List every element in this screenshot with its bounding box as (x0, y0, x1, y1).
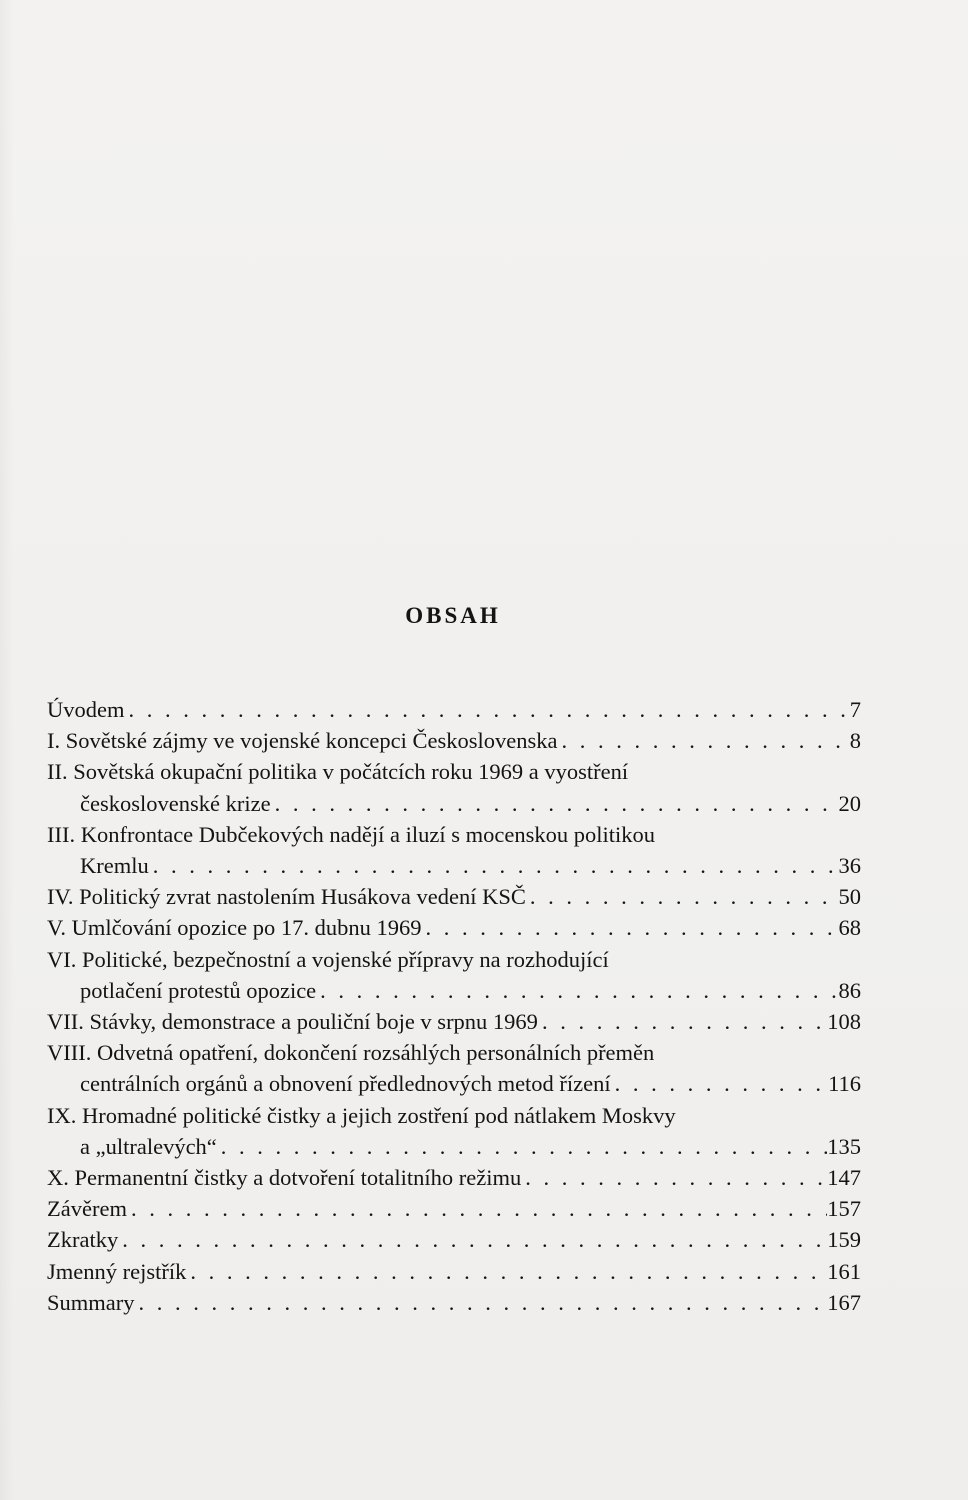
toc-entry-title: VI. Politické, bezpečnostní a vojenské přípravy na rozhodující (47, 946, 609, 972)
toc-page-number: 68 (838, 915, 861, 941)
toc-entry-title: československé krize (80, 790, 271, 816)
toc-entry-continuation-line (47, 1131, 861, 1162)
toc-entry (47, 1100, 861, 1162)
toc-entry-title: IV. Politický zvrat nastolením Husákova vedení KSČ (47, 884, 526, 910)
toc-entry (47, 944, 861, 1006)
toc-entry-line (47, 725, 861, 756)
toc-entry-line (47, 1224, 861, 1255)
table-of-contents (47, 694, 861, 1318)
toc-entry (47, 694, 861, 725)
toc-page-number: 135 (827, 1133, 861, 1159)
toc-entry-title: III. Konfrontace Dubčekových nadějí a iluzí s mocenskou politikou (47, 821, 655, 847)
toc-entry (47, 1162, 861, 1193)
toc-entry (47, 912, 861, 943)
toc-entry (47, 1037, 861, 1099)
toc-entry-line (47, 912, 861, 943)
dot-leader (558, 725, 850, 756)
toc-page-number: 116 (828, 1071, 861, 1097)
toc-page-number: 50 (838, 884, 861, 910)
toc-entry-line (47, 1287, 861, 1318)
toc-entry-line (47, 1037, 861, 1068)
toc-entry-title: Summary (47, 1289, 135, 1315)
toc-entry-title: Zkratky (47, 1227, 119, 1253)
toc-page-number: 161 (827, 1258, 861, 1284)
toc-entry-title: VII. Stávky, demonstrace a pouliční boje v srpnu 1969 (47, 1009, 538, 1035)
toc-entry-title: centrálních orgánů a obnovení předlednových metod řízení (80, 1071, 611, 1097)
toc-entry-continuation-line (47, 1068, 861, 1099)
toc-entry (47, 881, 861, 912)
toc-entry (47, 1224, 861, 1255)
toc-entry (47, 756, 861, 818)
toc-entry-line (47, 881, 861, 912)
toc-entry (47, 725, 861, 756)
dot-leader (271, 788, 839, 819)
dot-leader (118, 1224, 827, 1255)
toc-entry (47, 819, 861, 881)
toc-entry-continuation-line (47, 975, 861, 1006)
contents-heading: OBSAH (405, 603, 501, 628)
toc-entry-title: V. Umlčování opozice po 17. dubnu 1969 (47, 915, 422, 941)
toc-entry-line (47, 1006, 861, 1037)
toc-entry-continuation-line (47, 788, 861, 819)
dot-leader (611, 1068, 828, 1099)
toc-entry-line (47, 1193, 861, 1224)
toc-entry (47, 1287, 861, 1318)
toc-entry-title: IX. Hromadné politické čistky a jejich zostření pod nátlakem Moskvy (47, 1102, 676, 1128)
dot-leader (526, 881, 839, 912)
toc-page-number: 36 (838, 853, 861, 879)
toc-page-number: 8 (849, 728, 861, 754)
toc-entry (47, 1256, 861, 1287)
toc-entry-title: VIII. Odvetná opatření, dokončení rozsáhlých personálních přeměn (47, 1040, 655, 1066)
dot-leader (127, 1193, 827, 1224)
toc-entry-continuation-line (47, 850, 861, 881)
toc-entry (47, 1006, 861, 1037)
dot-leader (186, 1256, 827, 1287)
dot-leader (125, 694, 850, 725)
dot-leader (422, 912, 839, 943)
toc-entry-line (47, 1100, 861, 1131)
toc-entry-title: a „ultralevých“ (80, 1133, 217, 1159)
toc-entry-title: Jmenný rejstřík (47, 1258, 187, 1284)
dot-leader (149, 850, 839, 881)
toc-page-number: 108 (827, 1009, 861, 1035)
toc-entry-line (47, 756, 861, 787)
toc-page-number: 86 (838, 977, 861, 1003)
toc-entry-title: Úvodem (47, 697, 125, 722)
toc-entry-line (47, 1162, 861, 1193)
toc-page-number: 157 (827, 1196, 861, 1222)
toc-page-number: 20 (838, 790, 861, 816)
toc-entry-line (47, 694, 861, 725)
toc-page-number: 159 (827, 1227, 861, 1253)
toc-page-number: 7 (849, 697, 861, 722)
dot-leader (316, 975, 838, 1006)
toc-entry-title: II. Sovětská okupační politika v počátcích roku 1969 a vyostření (47, 759, 629, 785)
toc-entry (47, 1193, 861, 1224)
dot-leader (538, 1006, 827, 1037)
dot-leader (135, 1287, 828, 1318)
toc-entry-title: X. Permanentní čistky a dotvoření totalitního režimu (47, 1165, 522, 1191)
toc-entry-title: I. Sovětské zájmy ve vojenské koncepci Československa (47, 728, 558, 754)
toc-entry-line (47, 944, 861, 975)
toc-page-number: 147 (827, 1165, 861, 1191)
toc-entry-line (47, 1256, 861, 1287)
toc-entry-title: potlačení protestů opozice (80, 977, 317, 1003)
dot-leader (217, 1131, 827, 1162)
toc-page-number: 167 (827, 1289, 861, 1315)
toc-entry-title: Závěrem (47, 1196, 127, 1222)
dot-leader (521, 1162, 827, 1193)
toc-entry-title: Kremlu (80, 853, 149, 879)
toc-entry-line (47, 819, 861, 850)
